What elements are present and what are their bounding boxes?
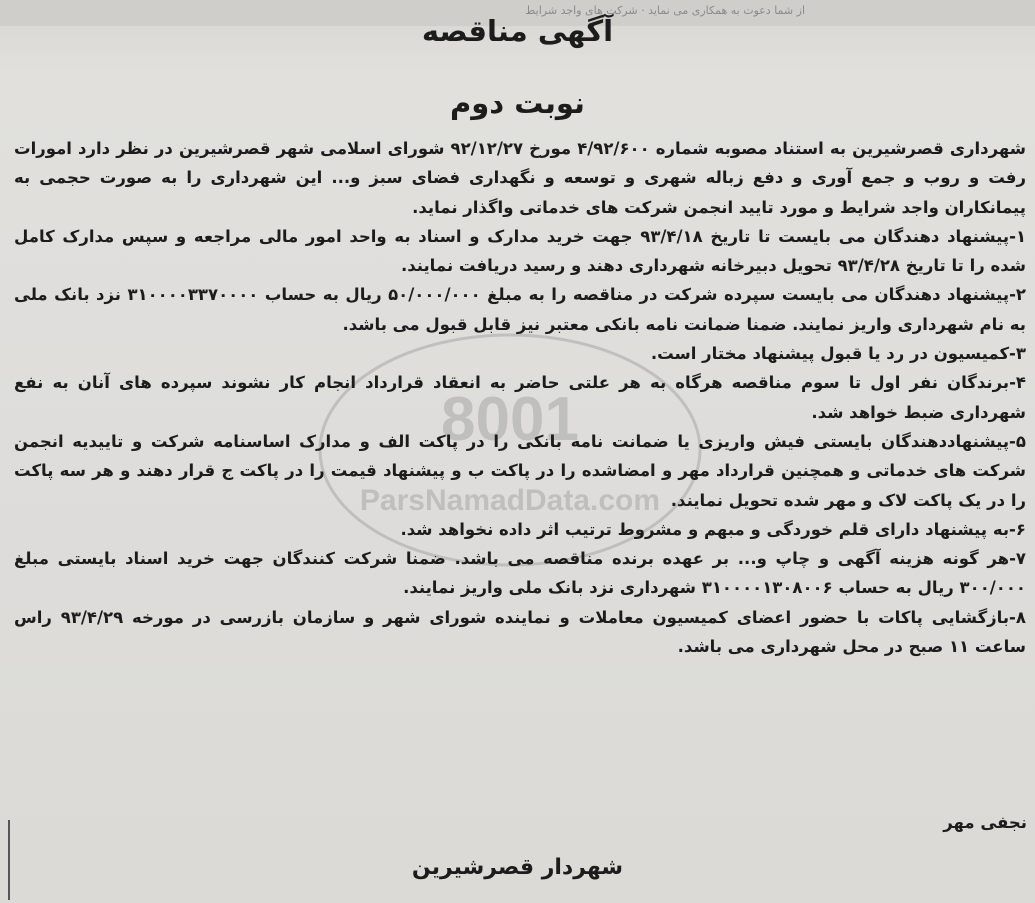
notice-round: نوبت دوم (450, 86, 585, 120)
clause-2: ۲-پیشنهاد دهندگان می بایست سپرده شرکت در مناقصه را به مبلغ ۵۰/۰۰۰/۰۰۰ ریال به حساب ۳۱۰۰۰۰۳۳۷۰۰۰۰ نزد بانک ملی به نام شهرداری واریز نمایند. ضمنا ضمانت نامه بانکی معتبر نیز قابل قبول می باشد. (14, 285, 1026, 334)
signer-name: نجفی مهر (943, 813, 1027, 832)
clause-5: ۵-پیشنهاددهندگان بایستی فیش واریزی یا ضمانت نامه بانکی را در پاکت الف و مدارک اساسنامه شرکت و تاییدیه انجمن شرکت های خدماتی و همچنین قرارداد مهر و امضاشده را در پاکت ب و پیشنهاد قیمت را در پاکت ج قرار دهند و هر سه پاکت را در یک پاکت لاک و مهر شده تحویل نمایند. (14, 431, 1026, 510)
previous-column-strip: از شما دعوت به همکاری می نماید · شرکت های واجد شرایط (0, 0, 1035, 26)
intro-paragraph: شهرداری قصرشیرین به استناد مصوبه شماره ۴/۹۲/۶۰۰ مورخ ۹۲/۱۲/۲۷ شورای اسلامی شهر قصرشیرین در نظر دارد امورات رفت و روب و جمع آوری و دفع زباله شهری و توسعه و نگهداری فضای سبز و... این شهرداری را به صورت حجمی به پیمانکاران واجد شرایط و مورد تایید انجمن شرکت های خدماتی واگذار نماید. (14, 139, 1026, 217)
notice-body (14, 134, 1026, 661)
clause-7: ۷-هر گونه هزینه آگهی و چاپ و... بر عهده برنده مناقصه می باشد. ضمنا شرکت کنندگان جهت خرید اسناد بایستی مبلغ ۳۰۰/۰۰۰ ریال به حساب ۳۱۰۰۰۰۱۳۰۸۰۰۶ شهرداری نزد بانک ملی واریز نمایند. (14, 549, 1026, 598)
notice-title: آگهی مناقصه (421, 14, 614, 48)
footer-signature-title: شهردار قصرشیرین (411, 855, 624, 880)
clause-8: ۸-بازگشایی پاکات با حضور اعضای کمیسیون معاملات و نماینده شورای شهر و سازمان بازرسی در مورخه ۹۳/۴/۲۹ راس ساعت ۱۱ صبح در محل شهرداری می باشد. (14, 607, 1026, 657)
watermark-site: ParsNamadData.com (359, 484, 661, 517)
column-divider (8, 820, 10, 900)
clause-1: ۱-پیشنهاد دهندگان می بایست تا تاریخ ۹۳/۴/۱۸ جهت خرید مدارک و اسناد به واحد امور مالی مراجعه و سپس مدارک کامل شده را تا تاریخ ۹۳/۴/۲۸ تحویل دبیرخانه شهرداری دهند و رسید دریافت نمایند. (14, 226, 1027, 276)
clause-6: ۶-به پیشنهاد دارای قلم خوردگی و مبهم و مشروط ترتیب اثر داده نخواهد شد. (400, 519, 1026, 539)
watermark-number: 8001 (441, 385, 579, 454)
clause-4: ۴-برندگان نفر اول تا سوم مناقصه هرگاه به هر علتی حاضر به انعقاد قرارداد انجام کار نشوند سپرده های آنان به نفع شهرداری ضبط خواهد شد. (14, 373, 1026, 422)
clause-3: ۳-کمیسیون در رد یا قبول پیشنهاد مختار است. (650, 344, 1026, 364)
